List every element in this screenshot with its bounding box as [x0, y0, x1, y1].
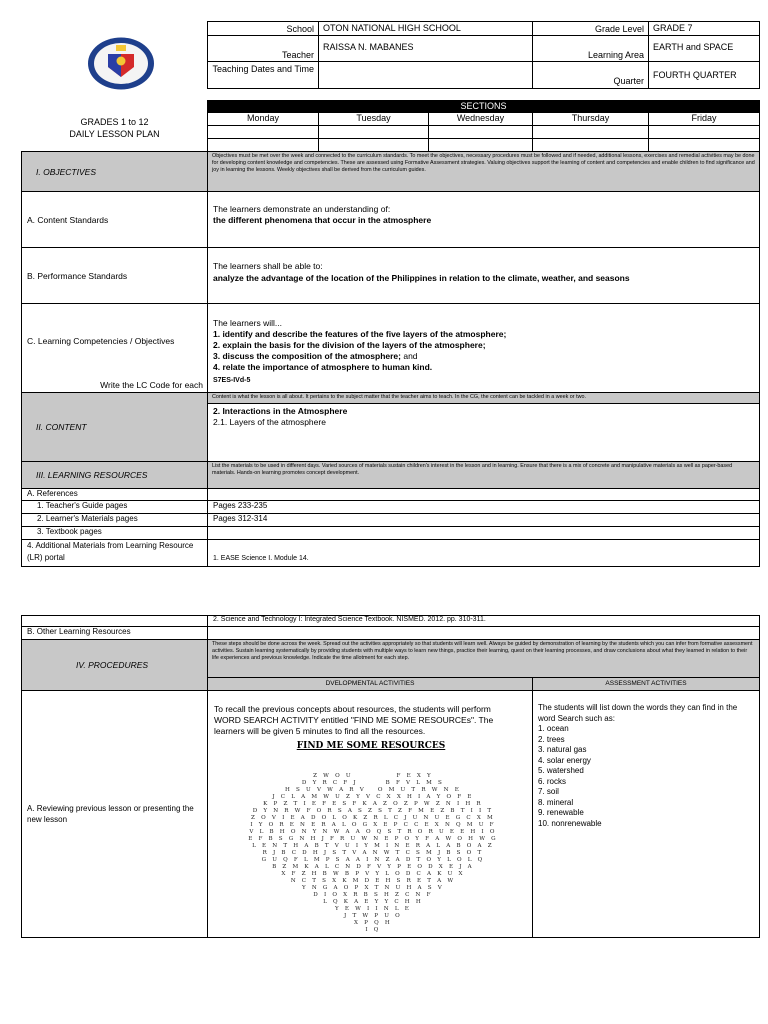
word-list-item: 3. natural gas — [538, 745, 587, 754]
review-label: A. Reviewing previous lesson or presenting the new lesson — [21, 690, 208, 938]
word-list-item: 4. solar energy — [538, 755, 591, 765]
references-label: A. References — [21, 488, 208, 501]
competencies-label-cell: C. Learning Competencies / Objectives Write the LC Code for each — [21, 303, 208, 393]
assessment-activities-header: ASSESSMENT ACTIVITIES — [532, 677, 760, 691]
puzzle-row: X F Z H B W B P V Y L O D C A K U X — [281, 871, 465, 877]
dates-label: Teaching Dates and Time — [207, 61, 319, 89]
procedures-label: IV. PROCEDURES — [21, 639, 208, 691]
grade-level-label: Grade Level — [532, 21, 649, 36]
puzzle-row: L E N T H A B T V U I Y M I N E R A L A B O A Z — [252, 843, 494, 849]
tg-label: 1. Teacher's Guide pages — [21, 500, 208, 514]
word-list-item: 2. trees — [538, 734, 565, 744]
content-standards-label: A. Content Standards — [21, 191, 208, 248]
word-list-item: 10. nonrenewable — [538, 818, 602, 828]
textbook-label: 3. Textbook pages — [21, 526, 208, 540]
procedures-note: These steps should be done across the week. Spread out the activities appropriately so that students will learn well. Always be guided by demonstration of learning by the students which you can infer from formative assessment activities. Sustain learning systematically by providing students with multiple ways to learn new things, practice their learning, quest on their learning processes, and draw conclusions about what they learned in relation to their life experiences and previous knowledge. Indicate the time allotment for each step. — [207, 639, 760, 678]
sections-header: SECTIONS — [207, 100, 760, 113]
puzzle-row: Z W O U F E X Y — [313, 773, 433, 779]
puzzle-row: Z O V I E A D O L O K Z R L C J U N U E G C X M — [251, 815, 495, 821]
puzzle-row: V L B H O N Y N W A A O Q S T R O R U E E H I O — [249, 829, 497, 835]
grade-level-value: GRADE 7 — [648, 21, 760, 36]
puzzle-title: FIND ME SOME RESOURCES — [296, 741, 446, 751]
puzzle-row: I Y O R E N E R A L O G X E P C C E X N Q M U F — [250, 822, 496, 828]
puzzle-row: H S U V W A R V O M U T R W N E — [284, 787, 462, 793]
puzzle-row: I Q — [365, 927, 381, 933]
word-list — [538, 724, 754, 829]
puzzle-row: D Y N R W F O R S A S Z S T Z F M E Z B T I I T — [252, 808, 494, 814]
learning-area-label: Learning Area — [532, 35, 649, 62]
puzzle-row: G U Q F L M P S A A I N Z A D T O Y L O L Q — [261, 857, 485, 863]
word-list-item: 8. mineral — [538, 797, 574, 807]
dates-value — [318, 61, 533, 89]
word-list-item: 6. rocks — [538, 776, 567, 786]
puzzle-row: N C T S X K M D E H S R E T A W — [290, 878, 456, 884]
review-text: To recall the previous concepts about resources, the students will perform WORD SEARCH ACTIVITY entitled "FIND ME SOME RESOURCEs". The learners will be given 5 minutes to find all the resources. — [214, 704, 494, 736]
puzzle-row: E F B S G N H J F R U W N E P O Y F A W O H W G — [248, 836, 498, 842]
content-value: 2. Interactions in the Atmosphere 2.1. Layers of the atmosphere — [207, 403, 760, 462]
day-monday: Monday — [207, 112, 319, 126]
teacher-value: RAISSA N. MABANES — [318, 35, 533, 62]
day-wednesday: Wednesday — [428, 112, 533, 126]
school-value: OTON NATIONAL HIGH SCHOOL — [318, 21, 533, 36]
quarter-label: Quarter — [532, 61, 649, 89]
lm-label: 2. Learner's Materials pages — [21, 513, 208, 527]
day-thursday: Thursday — [532, 112, 649, 126]
puzzle-row: J C L A M W U Z Y V C X X H I A Y O F E — [272, 794, 474, 800]
plan-title: GRADES 1 to 12 DAILY LESSON PLAN — [69, 117, 160, 139]
assessment-intro: The students will list down the words they can find in the word Search such as: — [538, 703, 738, 723]
objectives-label: I. OBJECTIVES — [21, 151, 208, 192]
learning-area-value: EARTH and SPACE — [648, 35, 760, 62]
performance-standards-value: The learners shall be able to: analyze the advantage of the location of the Philippines in relation to the climate, weather, and seasons — [207, 247, 760, 304]
school-label: School — [207, 21, 319, 36]
puzzle-row: K P Z T I E F E S F K A Z O Z P W Z N I H R — [263, 801, 483, 807]
puzzle-row: Y N G A O P X T N U H A S V — [301, 885, 445, 891]
content-standards-value: The learners demonstrate an understanding of: the different phenomena that occur in the atmosphere — [207, 191, 760, 248]
additional-label: 4. Additional Materials from Learning Resource (LR) portal — [21, 539, 208, 567]
puzzle-row: J T W P U O — [344, 913, 402, 919]
additional-cont: 2. Science and Technology I: Integrated Science Textbook. NISMED. 2012. pp. 310-311. — [207, 615, 760, 627]
content-label: II. CONTENT — [21, 392, 208, 462]
teacher-label: Teacher — [207, 35, 319, 62]
quarter-value: FOURTH QUARTER — [648, 61, 760, 89]
day-tuesday: Tuesday — [318, 112, 429, 126]
resources-label: III. LEARNING RESOURCES — [21, 461, 208, 489]
content-note: Content is what the lesson is all about. It pertains to the subject matter that the teacher aims to teach. In the CG, the content can be tackled in a week or two. — [207, 392, 760, 404]
performance-standards-label: B. Performance Standards — [21, 247, 208, 304]
tg-value: Pages 233-235 — [207, 500, 760, 514]
day-friday: Friday — [648, 112, 760, 126]
objectives-note: Objectives must be met over the week and connected to the curriculum standards. To meet the objectives, necessary procedures must be followed and if needed, additional lessons, exercises and remedial activities may be done for developing content knowledge and competencies. These are assessed using Formative Assessment strategies. Valuing objectives support the learning of content and competencies and enable children to find significance and joy in learning the lessons. Weekly objectives shall be derived from the curriculum guides. — [207, 151, 760, 192]
puzzle-row: R J B C D H J S T V A N W T C S M J B S O T — [262, 850, 484, 856]
lm-value: Pages 312-314 — [207, 513, 760, 527]
assessment-cell — [532, 690, 760, 938]
other-resources-label: B. Other Learning Resources — [21, 626, 208, 640]
resources-note: List the materials to be used in different days. Varied sources of materials sustain children's interest in the lesson and in learning. Ensure that there is a mix of concrete and manipulative materials as well as paper-based materials. Hands-on learning promotes concept development. — [207, 461, 760, 489]
word-list-item: 5. watershed — [538, 766, 584, 775]
puzzle-row: X P Q H — [354, 920, 392, 926]
dev-activities-header: DVELOPMENTAL ACTIVITIES — [207, 677, 533, 691]
puzzle-row: B Z M K A L C N D F V Y P E O D X E J A — [272, 864, 474, 870]
additional-value: 1. EASE Science I. Module 14. — [207, 539, 760, 567]
word-list-item: 1. ocean — [538, 724, 569, 733]
puzzle-row: D Y R C F J B F V L M S — [301, 780, 445, 786]
puzzle-row: L Q K A E Y Y C H H — [323, 899, 423, 905]
puzzle-row: Y E W I I N L E — [334, 906, 412, 912]
puzzle-row: D I O X R B S H Z C N F — [313, 892, 433, 898]
word-list-item: 7. soil — [538, 787, 559, 796]
word-list-item: 9. renewable — [538, 808, 584, 817]
deped-seal — [86, 36, 156, 91]
competencies-value: The learners will... 1. identify and describe the features of the five layers of the atmosphere; 2. explain the basis for the division of the layers of the atmosphere; 3. discuss the composition of the atmosphere; and 4. relate the importance of atmosphere to human kind. S7ES-IVd-5 — [207, 303, 760, 393]
word-search-puzzle — [228, 773, 518, 934]
dev-activity-cell — [207, 690, 533, 938]
